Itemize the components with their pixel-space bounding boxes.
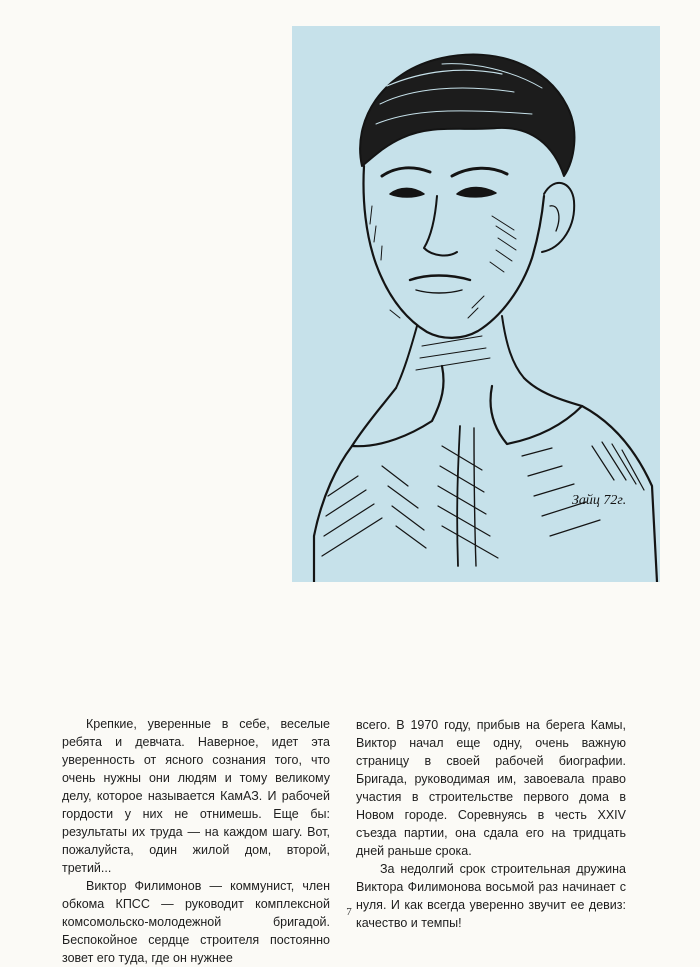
- article-column-left: [62, 715, 330, 967]
- portrait-sketch-icon: [292, 26, 660, 582]
- paragraph: За недолгий срок строительная дружина Виктора Филимонова восьмой раз начинает с нуля. И как всегда уверенно звучит ее девиз: качество и темпы!: [356, 862, 626, 930]
- article-column-right: [356, 716, 626, 932]
- artist-signature: Зайц 72г.: [572, 493, 627, 508]
- paragraph: Виктор Филимонов — коммунист, член обкома КПСС — руководит комплексной комсомольско-молодежной бригадой. Беспокойное сердце строителя постоянно зовет его туда, где он нужнее: [62, 879, 330, 965]
- paragraph: всего. В 1970 году, прибыв на берега Камы, Виктор начал еще одну, очень важную страницу в своей рабочей биографии. Бригада, руководимая им, завоевала право участия в строительстве первого дома в Новом городе. Соревнуясь в честь XXIV съезда партии, она сдала его на тридцать дней раньше срока.: [356, 718, 626, 858]
- paragraph: Крепкие, уверенные в себе, веселые ребята и девчата. Наверное, идет эта уверенность от ясного сознания того, что очень нужны они людям и тому великому делу, которое называется КамАЗ. И рабочей гордости у них не отнимешь. Еще бы: результаты их труда — на каждом шагу. Вот, пожалуйста, один жилой дом, второй, третий...: [62, 717, 330, 875]
- portrait-illustration: [292, 26, 660, 582]
- page-number: 7: [346, 906, 352, 918]
